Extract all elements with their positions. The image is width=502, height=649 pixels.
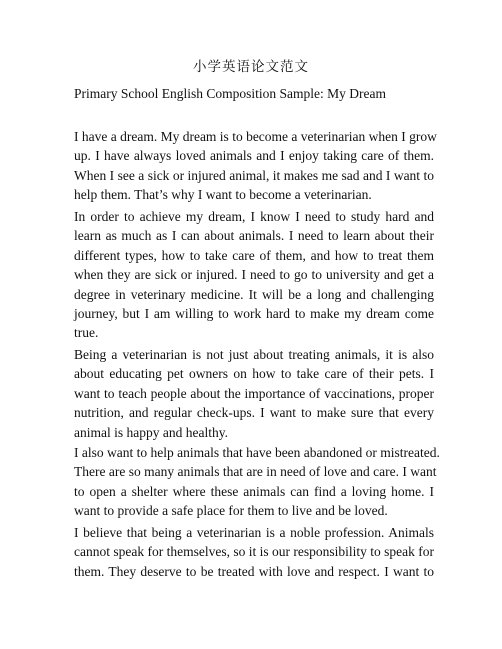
text-line: I have a dream. My dream is to become a veterinarian when I grow: [74, 129, 437, 144]
text-line: I believe that being a veterinarian is a noble profession. Animals: [74, 525, 434, 540]
paragraph-1: [74, 127, 437, 205]
text-line: In order to achieve my dream, I know I need to study hard and: [74, 209, 434, 224]
text-line: when they are sick or injured. I need to go to university and get a: [74, 267, 434, 283]
text-line: help them. That’s why I want to become a veterinarian.: [74, 187, 372, 203]
paragraph-2: [74, 207, 434, 343]
text-line: degree in veterinary medicine. It will be a long and challenging: [74, 286, 434, 302]
text-line: nutrition, and regular check-ups. I want to make sure that every: [74, 405, 434, 421]
text-line: learn as much as I can about animals. I need to learn about their: [74, 228, 434, 244]
document-subtitle: Primary School English Composition Sample: My Dream: [74, 86, 386, 101]
text-line: journey, but I am willing to work hard to make my dream come: [74, 306, 434, 322]
document-title: 小学英语论文范文: [193, 59, 309, 74]
text-line: want to provide a safe place for them to live and be loved.: [74, 503, 388, 519]
text-line: Being a veterinarian is not just about treating animals, it is also: [74, 347, 434, 362]
text-line: to open a shelter where these animals can find a loving home. I: [74, 483, 434, 499]
text-line: animal is happy and healthy.: [74, 424, 228, 440]
paragraph-5: [74, 523, 434, 581]
text-line: them. They deserve to be treated with love and respect. I want to: [74, 563, 434, 579]
text-line: cannot speak for themselves, so it is our responsibility to speak for: [74, 544, 434, 560]
paragraph-3: [74, 345, 434, 442]
text-line: I also want to help animals that have been abandoned or mistreated.: [74, 445, 440, 460]
text-line: different types, how to take care of them, and how to treat them: [74, 247, 434, 263]
text-line: When I see a sick or injured animal, it makes me sad and I want to: [74, 167, 434, 183]
text-line: want to teach people about the importance of vaccinations, proper: [74, 385, 434, 401]
text-line: about educating pet owners on how to take care of their pets. I: [74, 366, 434, 382]
text-line: up. I have always loved animals and I enjoy taking care of them.: [74, 148, 434, 164]
paragraph-4: [74, 443, 440, 521]
text-line: true.: [74, 325, 99, 341]
text-line: There are so many animals that are in need of love and care. I want: [74, 464, 437, 480]
